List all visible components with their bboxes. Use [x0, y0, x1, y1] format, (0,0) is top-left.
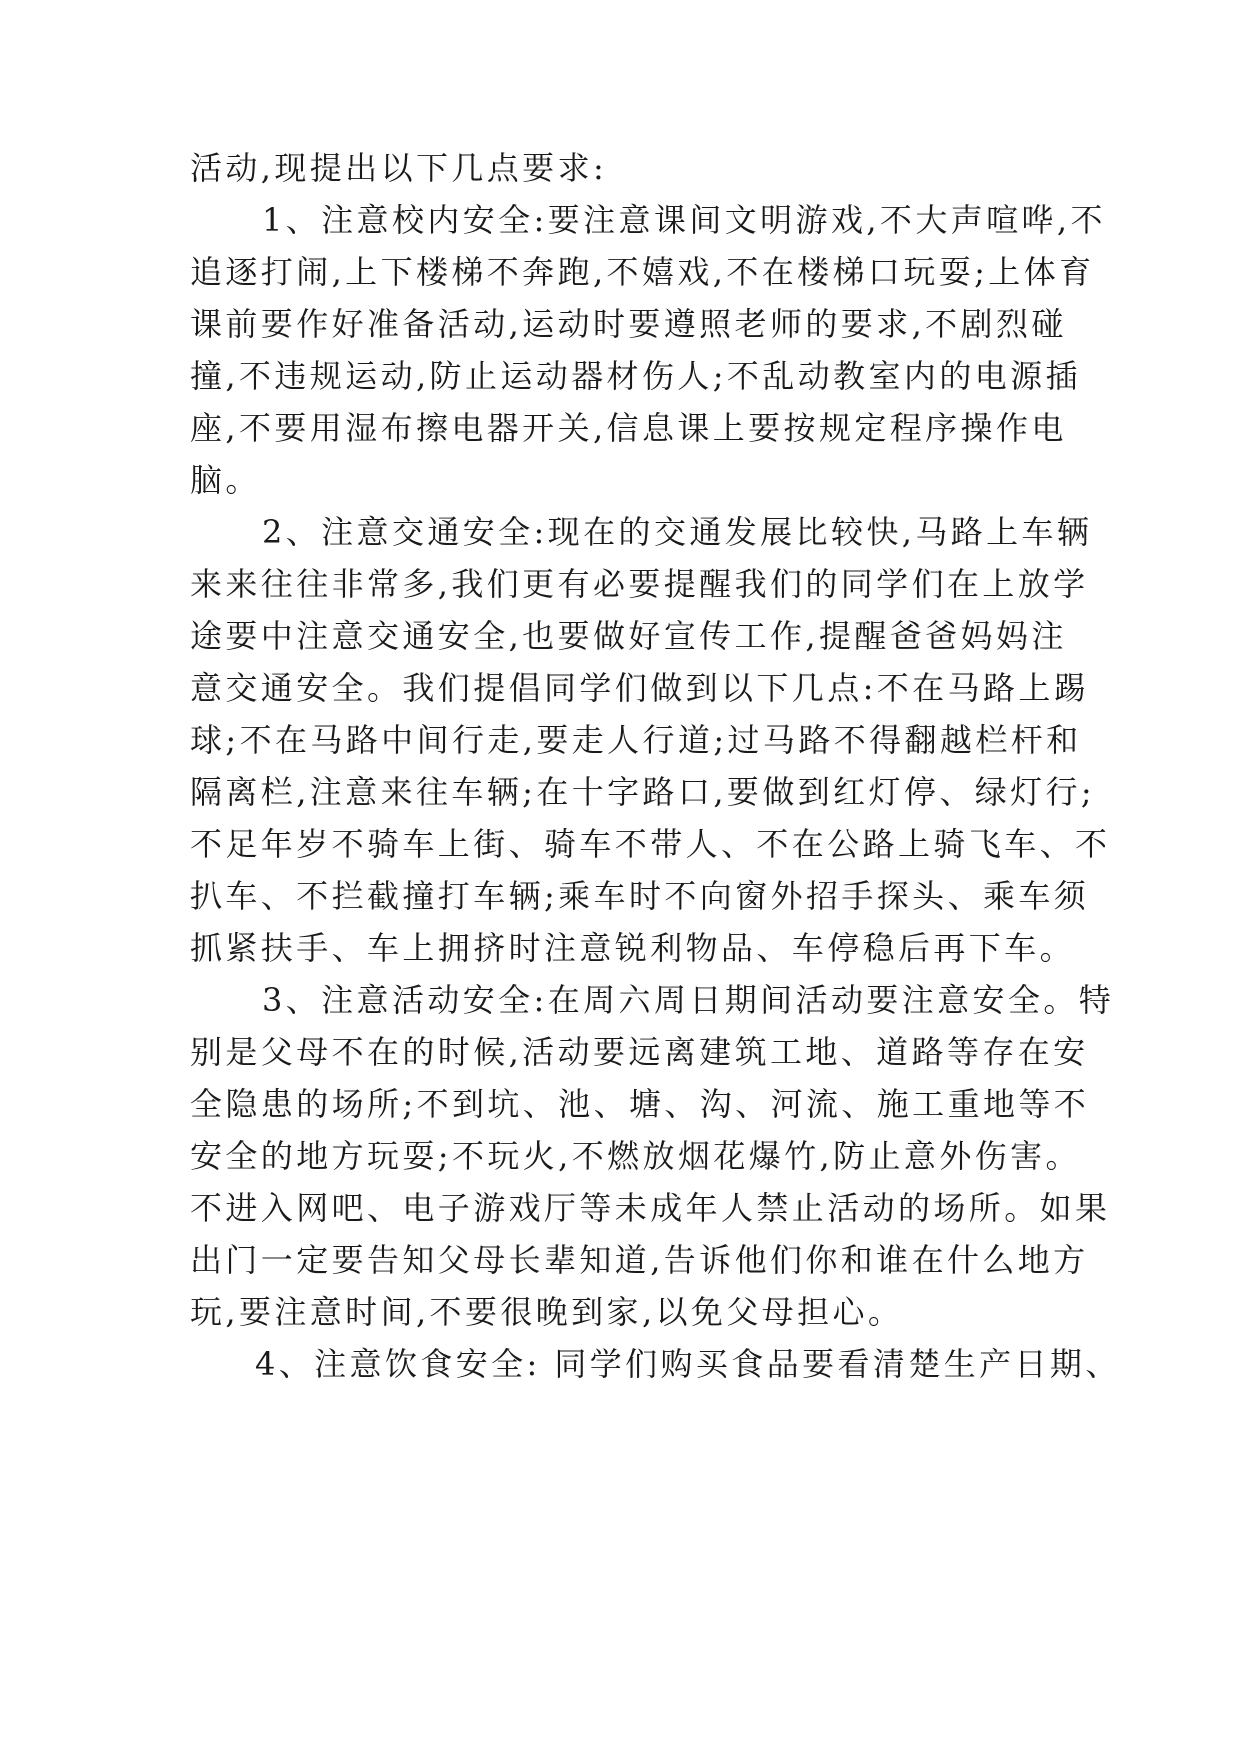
- paragraph-2-first-line: 2、注意交通安全:现在的交通发展比较快,马路上车辆: [262, 513, 1093, 551]
- paragraph-1-first-line: 1、注意校内安全:要注意课间文明游戏,不大声喧哗,不: [262, 201, 1106, 239]
- text-line: 课前要作好准备活动,运动时要遵照老师的要求,不剧烈碰: [190, 305, 1067, 343]
- text-line: 座,不要用湿布擦电器开关,信息课上要按规定程序操作电: [190, 409, 1067, 447]
- text-line: 玩,要注意时间,不要很晚到家,以免父母担心。: [190, 1293, 904, 1331]
- text-line: 不足年岁不骑车上街、骑车不带人、不在公路上骑飞车、不: [190, 825, 1111, 863]
- text-line: 出门一定要告知父母长辈知道,告诉他们你和谁在什么地方: [190, 1241, 1089, 1279]
- text-line: 隔离栏,注意来往车辆;在十字路口,要做到红灯停、绿灯行;: [190, 773, 1096, 811]
- text-line: 活动,现提出以下几点要求:: [190, 149, 608, 187]
- paragraph-4-first-line: 4、注意饮食安全: 同学们购买食品要看清楚生产日期、: [255, 1345, 1121, 1383]
- paragraph-3-first-line: 3、注意活动安全:在周六周日期间活动要注意安全。特: [262, 981, 1115, 1019]
- text-line: 全隐患的场所;不到坑、池、塘、沟、河流、施工重地等不: [190, 1085, 1090, 1123]
- text-line: 扒车、不拦截撞打车辆;乘车时不向窗外招手探头、乘车须: [190, 877, 1090, 915]
- text-line: 安全的地方玩耍;不玩火,不燃放烟花爆竹,防止意外伤害。: [190, 1137, 1081, 1175]
- text-line: 意交通安全。我们提倡同学们做到以下几点:不在马路上踢: [190, 669, 1090, 707]
- text-line: 别是父母不在的时候,活动要远离建筑工地、道路等存在安: [190, 1033, 1089, 1071]
- text-line: 途要中注意交通安全,也要做好宣传工作,提醒爸爸妈妈注: [190, 617, 1067, 655]
- text-line: 脑。: [190, 461, 261, 499]
- text-line: 抓紧扶手、车上拥挤时注意锐利物品、车停稳后再下车。: [190, 929, 1076, 967]
- text-line: 不进入网吧、电子游戏厅等未成年人禁止活动的场所。如果: [190, 1189, 1111, 1227]
- text-line: 来来往往非常多,我们更有必要提醒我们的同学们在上放学: [190, 565, 1089, 603]
- text-line: 追逐打闹,上下楼梯不奔跑,不嬉戏,不在楼梯口玩耍;上体育: [190, 253, 1095, 291]
- text-line: 球;不在马路中间行走,要走人行道;过马路不得翻越栏杆和: [190, 721, 1082, 759]
- text-line: 撞,不违规运动,防止运动器材伤人;不乱动教室内的电源插: [190, 357, 1081, 395]
